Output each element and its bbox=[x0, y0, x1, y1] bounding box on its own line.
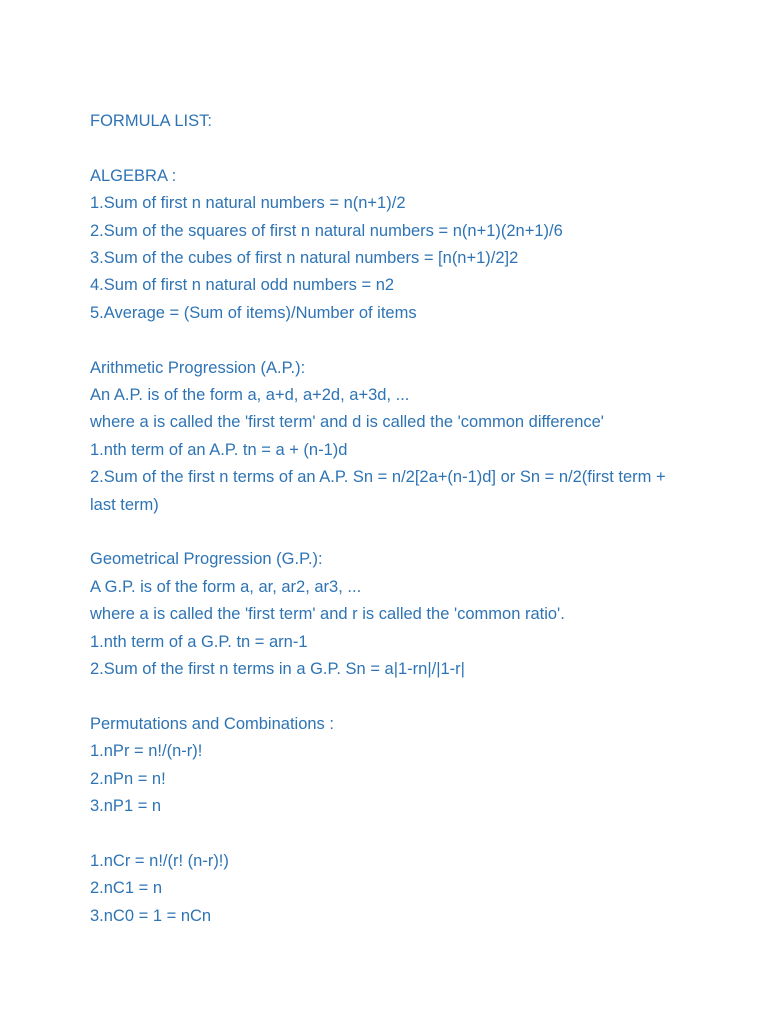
pnc-heading: Permutations and Combinations : bbox=[90, 714, 334, 733]
algebra-formula-4: 4.Sum of first n natural odd numbers = n2 bbox=[90, 276, 395, 295]
spacer bbox=[90, 821, 690, 848]
gp-heading: Geometrical Progression (G.P.): bbox=[90, 550, 323, 569]
ap-section bbox=[90, 355, 690, 519]
gp-definition: where a is called the 'first term' and r is called the 'common ratio'. bbox=[90, 605, 565, 624]
algebra-formula-2: 2.Sum of the squares of first n natural numbers = n(n+1)(2n+1)/6 bbox=[90, 221, 563, 240]
ap-heading: Arithmetic Progression (A.P.): bbox=[90, 358, 306, 377]
gp-form: A G.P. is of the form a, ar, ar2, ar3, ... bbox=[90, 577, 362, 596]
ap-form: An A.P. is of the form a, a+d, a+2d, a+3d, ... bbox=[90, 386, 410, 405]
document-body bbox=[90, 108, 690, 930]
document-title: FORMULA LIST: bbox=[90, 112, 212, 130]
combination-formula-3: 3.nC0 = 1 = nCn bbox=[90, 906, 212, 925]
gp-formula-2: 2.Sum of the first n terms in a G.P. Sn = a|1-rn|/|1-r| bbox=[90, 660, 465, 679]
spacer bbox=[90, 683, 690, 710]
permutation-formula-1: 1.nPr = n!/(n-r)! bbox=[90, 742, 203, 761]
algebra-heading: ALGEBRA : bbox=[90, 166, 177, 185]
permutation-formula-3: 3.nP1 = n bbox=[90, 797, 162, 816]
permutation-formula-2: 2.nPn = n! bbox=[90, 769, 166, 788]
algebra-formula-3: 3.Sum of the cubes of first n natural numbers = [n(n+1)/2]2 bbox=[90, 249, 519, 268]
algebra-formula-5: 5.Average = (Sum of items)/Number of items bbox=[90, 303, 417, 322]
ap-formula-2: 2.Sum of the first n terms of an A.P. Sn = n/2[2a+(n-1)d] or Sn = n/2(first term + last term) bbox=[90, 468, 666, 514]
combination-formula-2: 2.nC1 = n bbox=[90, 879, 163, 898]
algebra-section bbox=[90, 163, 690, 327]
pnc-section bbox=[90, 711, 690, 930]
spacer bbox=[90, 135, 690, 162]
gp-formula-1: 1.nth term of a G.P. tn = arn-1 bbox=[90, 632, 308, 651]
ap-formula-1: 1.nth term of an A.P. tn = a + (n-1)d bbox=[90, 440, 348, 459]
ap-definition: where a is called the 'first term' and d is called the 'common difference' bbox=[90, 413, 604, 432]
spacer bbox=[90, 519, 690, 546]
algebra-formula-1: 1.Sum of first n natural numbers = n(n+1)/2 bbox=[90, 194, 406, 213]
gp-section bbox=[90, 546, 690, 683]
combination-formula-1: 1.nCr = n!/(r! (n-r)!) bbox=[90, 851, 229, 870]
spacer bbox=[90, 327, 690, 354]
